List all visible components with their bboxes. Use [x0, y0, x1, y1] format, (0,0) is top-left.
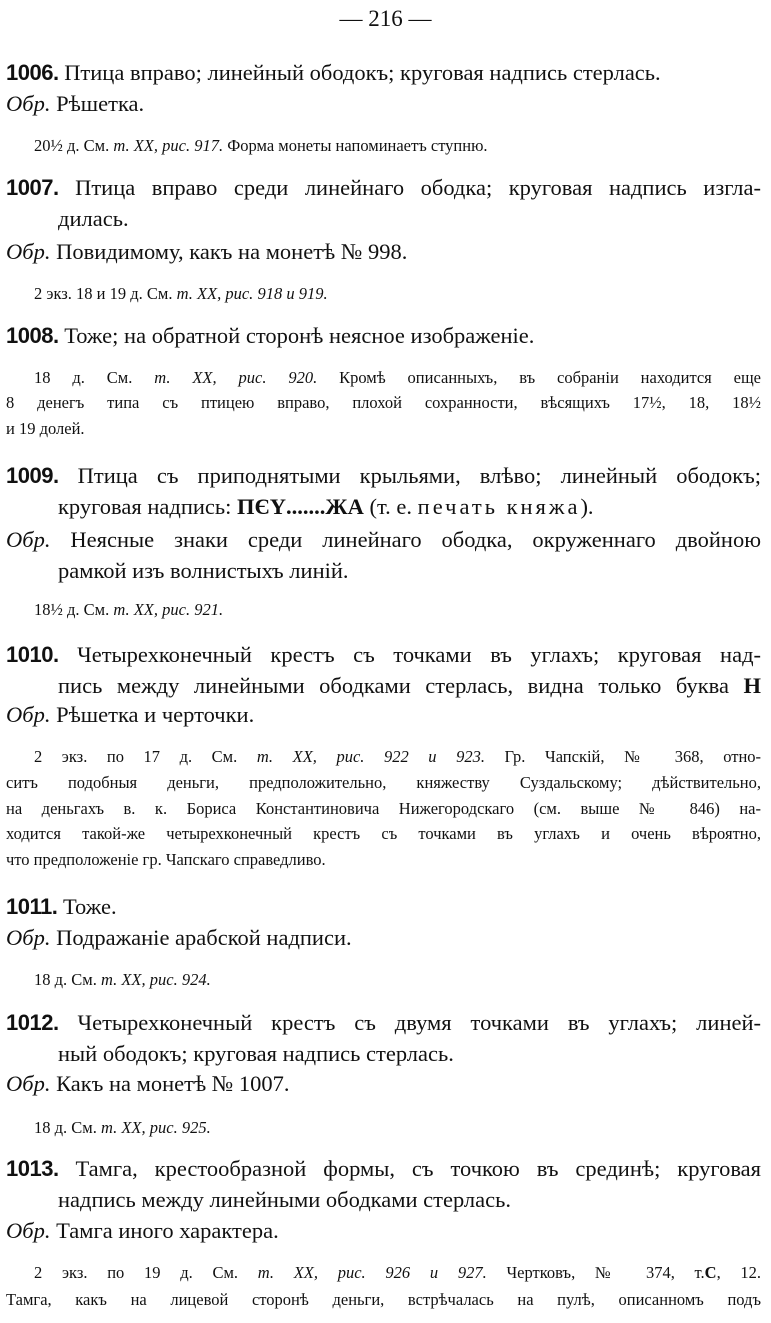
- weight: 18 д.: [34, 368, 85, 387]
- obverse-text: Какъ на монетѣ № 1007.: [56, 1071, 290, 1096]
- entry-text: Тамга, крестообразной формы, съ точкою въ срединѣ; круговая: [75, 1156, 761, 1181]
- inscription-reading: печать княжа: [417, 494, 581, 519]
- plate-ref: т. XX,: [257, 1263, 319, 1282]
- entry-1007-line-2: дилась.: [58, 206, 129, 231]
- plate-ref: т. XX,: [113, 600, 159, 619]
- fig-word: рис.: [225, 284, 254, 303]
- obverse-label: Обр.: [6, 91, 51, 116]
- entry-1007-note: [34, 282, 761, 306]
- note-text: Кромѣ описанныхъ, въ собраніи находится еще: [339, 368, 761, 387]
- entry-1013-line-2: надпись между линейными ободками стерлась.: [58, 1187, 511, 1212]
- entry-text: (т. е.: [369, 494, 413, 519]
- obverse-text: Рѣшетка и черточки.: [56, 702, 255, 727]
- entry-1008-note-1: [34, 366, 761, 390]
- entry-1013-note-1: [34, 1261, 761, 1285]
- entry-1008-note-2: 8 денегъ типа съ птицею вправо, плохой сохранности, вѣсящихъ 17½, 18, 18½: [6, 393, 761, 412]
- fig-word: рис.: [149, 970, 178, 989]
- note-text: Гр. Чапскій, № 368, отно-: [504, 747, 761, 766]
- weight: 2 экз. по 19 д.: [34, 1263, 193, 1282]
- ref-word: См.: [106, 368, 133, 387]
- entry-1012-line-2: ный ободокъ; круговая надпись стерлась.: [58, 1041, 454, 1066]
- entry-number: 1011.: [6, 894, 58, 919]
- fig-word: рис.: [238, 368, 267, 387]
- fig-number: 918 и 919.: [257, 284, 328, 303]
- plate-ref: т. XX,: [100, 970, 146, 989]
- entry-1009-line-1: [6, 461, 761, 491]
- ref-word: См.: [146, 284, 173, 303]
- entry-1009-obverse-2: рамкой изъ волнистыхъ линій.: [58, 558, 349, 583]
- note-text: Чертковъ, № 374, т.: [506, 1263, 705, 1282]
- entry-text: ).: [580, 494, 594, 519]
- page-number: — 216 —: [339, 6, 432, 31]
- plate-ref: т. XX,: [176, 284, 222, 303]
- weight: 2 экз. 18 и 19 д.: [34, 284, 143, 303]
- entry-1010-obverse: [6, 700, 761, 730]
- entry-number: 1007.: [6, 175, 59, 200]
- entry-1007-obverse: [6, 237, 761, 267]
- entry-1007-line-1: [6, 173, 761, 203]
- entry-text: Четырехконечный крестъ съ двумя точками въ углахъ; линей-: [77, 1010, 761, 1035]
- letter: Н: [743, 673, 761, 698]
- entry-1010-note-1: [34, 745, 761, 769]
- entry-1013-note-2: Тамга, какъ на лицевой сторонѣ деньги, встрѣчалась на пулѣ, описанномъ подъ: [6, 1290, 761, 1309]
- fig-word: рис.: [336, 747, 365, 766]
- note-text: Форма монеты напоминаетъ ступню.: [227, 136, 488, 155]
- entry-1010-line-2: [58, 671, 761, 701]
- plate-ref: т. XX,: [154, 368, 217, 387]
- entry-text: Птица вправо; линейный ободокъ; круговая надпись стерлась.: [64, 60, 661, 85]
- entry-1010-note-5: что предположеніе гр. Чапскаго справедливо.: [6, 850, 326, 869]
- entry-1011-note: [34, 968, 761, 992]
- entry-1006-obverse: [6, 89, 761, 119]
- obverse-label: Обр.: [6, 239, 51, 264]
- entry-number: 1009.: [6, 463, 59, 488]
- plate-ref: т. XX,: [100, 1118, 146, 1137]
- obverse-text: Рѣшетка.: [56, 91, 145, 116]
- weight: 18 д.: [34, 1118, 68, 1137]
- entry-number: 1006.: [6, 60, 59, 85]
- obverse-label: Обр.: [6, 702, 51, 727]
- fig-word: рис.: [149, 1118, 178, 1137]
- fig-number: 922 и 923.: [383, 747, 485, 766]
- entry-1010-note-4: ходится такой-же четырехконечный крестъ съ точками въ углахъ и очень вѣроятно,: [6, 824, 761, 843]
- entry-1011-obverse: [6, 923, 761, 953]
- fig-number: 920.: [288, 368, 318, 387]
- inscription: ПЄҮ.......ЖА: [237, 494, 364, 519]
- plate-ref: т. XX,: [256, 747, 317, 766]
- obverse-text: Тамга иного характера.: [56, 1218, 279, 1243]
- ref-word: См.: [211, 747, 238, 766]
- ref-word: См.: [83, 600, 110, 619]
- entry-number: 1008.: [6, 323, 59, 348]
- weight: 20½ д.: [34, 136, 80, 155]
- fig-word: рис.: [162, 600, 191, 619]
- entry-text: Четырехконечный крестъ съ точками въ углахъ; круговая над-: [77, 642, 761, 667]
- fig-number: 925.: [181, 1118, 211, 1137]
- entry-1011-line-1: [6, 892, 761, 922]
- entry-number: 1012.: [6, 1010, 59, 1035]
- fig-word: рис.: [337, 1263, 366, 1282]
- obverse-text: Подражаніе арабской надписи.: [56, 925, 352, 950]
- entry-1009-note: [34, 598, 761, 622]
- entry-text: Тоже.: [62, 894, 117, 919]
- entry-1009-obverse: [6, 525, 761, 555]
- ref-word: См.: [212, 1263, 239, 1282]
- fig-number: 924.: [181, 970, 211, 989]
- entry-number: 1010.: [6, 642, 59, 667]
- entry-1010-line-1: [6, 640, 761, 670]
- entry-text: Тоже; на обратной сторонѣ неясное изображеніе.: [64, 323, 535, 348]
- plate-ref: т. XX,: [113, 136, 159, 155]
- entry-1006-note: [34, 134, 761, 158]
- weight: 2 экз. по 17 д.: [34, 747, 193, 766]
- entry-1009-line-2: [58, 492, 761, 522]
- obverse-label: Обр.: [6, 1218, 51, 1243]
- fig-number: 926 и 927.: [385, 1263, 487, 1282]
- entry-1013-line-1: [6, 1154, 761, 1184]
- weight: 18½ д.: [34, 600, 80, 619]
- ref-word: См.: [71, 970, 97, 989]
- entry-1008-line-1: [6, 321, 761, 351]
- fig-number: 917.: [194, 136, 224, 155]
- fig-number: 921.: [194, 600, 224, 619]
- obverse-label: Обр.: [6, 527, 51, 552]
- entry-text: круговая надпись:: [58, 494, 232, 519]
- entry-1012-note: [34, 1116, 761, 1140]
- entry-1008-note-3: и 19 долей.: [6, 419, 85, 438]
- entry-1013-obverse: [6, 1216, 761, 1246]
- fig-word: рис.: [162, 136, 191, 155]
- entry-text: Птица съ приподнятыми крыльями, влѣво; линейный ободокъ;: [77, 463, 761, 488]
- entry-1010-note-2: ситъ подобныя деньги, предположительно, княжеству Суздальскому; дѣйствительно,: [6, 773, 761, 792]
- obverse-label: Обр.: [6, 925, 51, 950]
- note-text: , 12.: [716, 1263, 761, 1282]
- obverse-text: Неясные знаки среди линейнаго ободка, окруженнаго двойною: [70, 527, 761, 552]
- entry-1006-line-1: [6, 58, 761, 88]
- obverse-text: Повидимому, какъ на монетѣ № 998.: [56, 239, 408, 264]
- entry-text: Птица вправо среди линейнаго ободка; круговая надпись изгла-: [75, 175, 761, 200]
- entry-number: 1013.: [6, 1156, 59, 1181]
- note-letter: С: [704, 1263, 717, 1282]
- entry-text: пись между линейными ободками стерлась, видна только буква: [58, 673, 729, 698]
- entry-1010-note-3: на деньгахъ в. к. Бориса Константиновича Нижегородскаго (см. выше № 846) на-: [6, 799, 761, 818]
- weight: 18 д.: [34, 970, 68, 989]
- entry-1012-obverse: [6, 1069, 761, 1099]
- entry-1012-line-1: [6, 1008, 761, 1038]
- ref-word: См.: [71, 1118, 97, 1137]
- ref-word: См.: [83, 136, 110, 155]
- obverse-label: Обр.: [6, 1071, 51, 1096]
